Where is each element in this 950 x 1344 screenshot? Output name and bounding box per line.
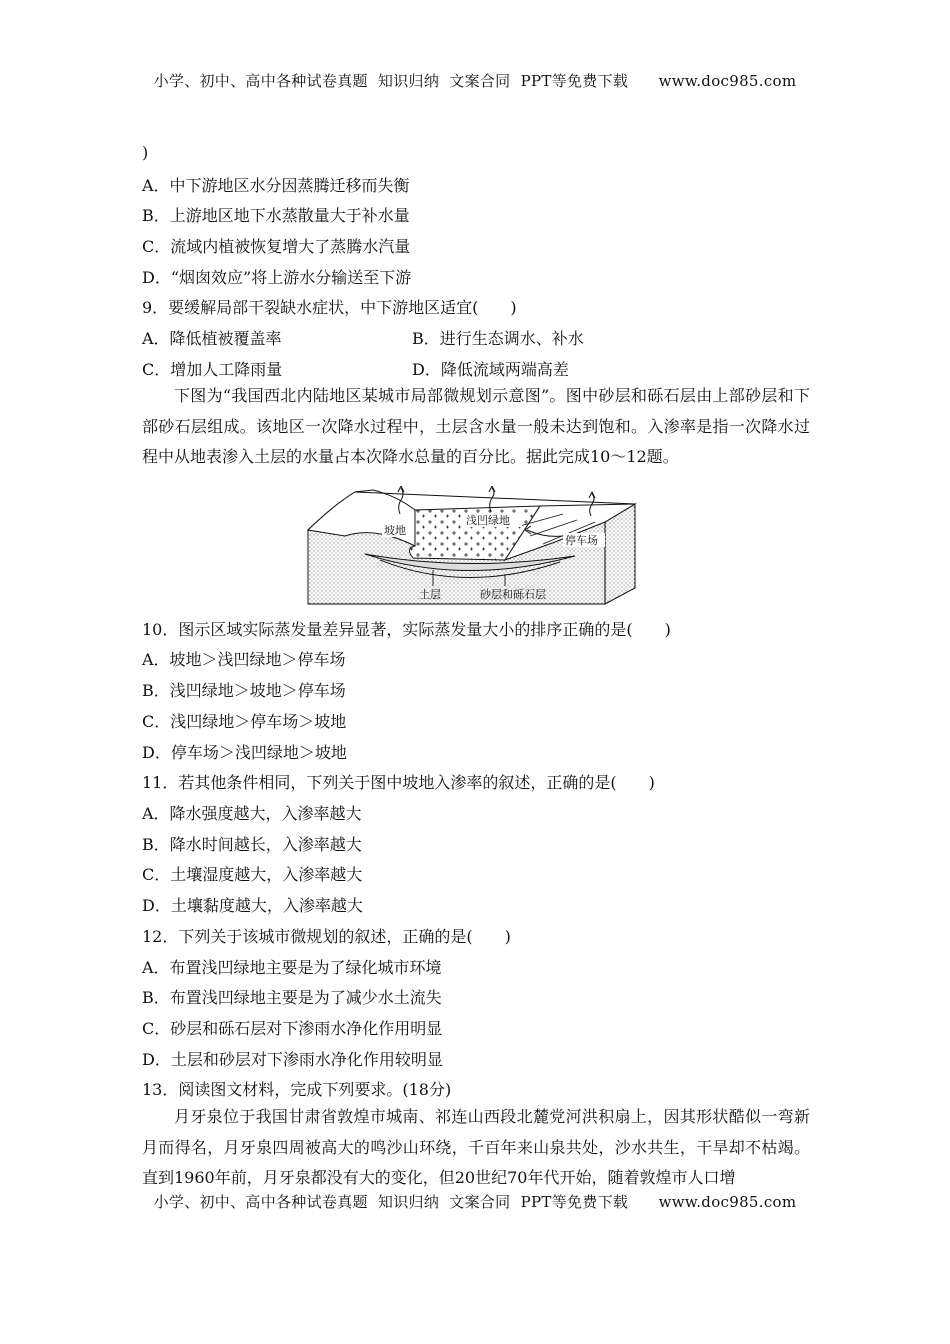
q11-stem: 11．若其他条件相同，下列关于图中坡地入渗率的叙述，正确的是( ) (142, 773, 655, 792)
label-sand-gravel: 砂层和砾石层 (480, 588, 546, 601)
q10-option-d: D．停车场＞浅凹绿地＞坡地 (142, 743, 347, 762)
block-diagram (305, 486, 641, 608)
city-microplanning-figure (305, 486, 641, 608)
q12-option-c: C．砂层和砾石层对下渗雨水净化作用明显 (142, 1019, 443, 1038)
q12-option-d: D．土层和砂层对下渗雨水净化作用较明显 (142, 1050, 443, 1069)
q9-stem: 9．要缓解局部干裂缺水症状，中下游地区适宜( ) (142, 298, 517, 317)
q13-material (142, 1102, 810, 1194)
q9-option-d: D．降低流域两端高差 (412, 360, 569, 379)
intro-text: 下图为“我国西北内陆地区某城市局部微规划示意图”。图中砂层和砾石层由上部砂层和下部砂石层组成。该地区一次降水过程中，土层含水量一般未达到饱和。入渗率是指一次降水过程中从地表渗入土层的水量占本次降水总量的百分比。据此完成10～12题。 (142, 386, 810, 466)
label-green: 浅凹绿地 (466, 514, 510, 527)
q12-option-a: A．布置浅凹绿地主要是为了绿化城市环境 (142, 958, 442, 977)
q9-option-b: B．进行生态调水、补水 (412, 329, 584, 348)
q9-option-a: A．降低植被覆盖率 (142, 329, 282, 348)
q11-option-c: C．土壤湿度越大，入渗率越大 (142, 865, 363, 884)
q8-option-b: B．上游地区地下水蒸散量大于补水量 (142, 206, 410, 225)
q10-stem: 10．图示区域实际蒸发量差异显著，实际蒸发量大小的排序正确的是( ) (142, 620, 671, 639)
label-slope: 坡地 (384, 524, 406, 537)
q8-tail: ) (142, 143, 149, 162)
page-footer: 小学、初中、高中各种试卷真题 知识归纳 文案合同 PPT等免费下载 www.doc985.com (153, 1193, 797, 1211)
q12-stem: 12．下列关于该城市微规划的叙述，正确的是( ) (142, 927, 511, 946)
label-soil: 土层 (419, 588, 441, 601)
page-header: 小学、初中、高中各种试卷真题 知识归纳 文案合同 PPT等免费下载 www.doc985.com (153, 72, 797, 90)
q11-option-d: D．土壤黏度越大，入渗率越大 (142, 896, 363, 915)
q8-option-a: A．中下游地区水分因蒸腾迁移而失衡 (142, 176, 410, 195)
q10-option-a: A．坡地＞浅凹绿地＞停车场 (142, 650, 346, 669)
q8-option-d: D．“烟囱效应”将上游水分输送至下游 (142, 268, 412, 287)
q13-material-text: 月牙泉位于我国甘肃省敦煌市城南、祁连山西段北麓党河洪积扇上，因其形状酷似一弯新月而得名，月牙泉四周被高大的鸣沙山环绕，千百年来山泉共处，沙水共生，干旱却不枯竭。直到1960年前，月牙泉都没有大的变化，但20世纪70年代开始，随着敦煌市人口增 (142, 1107, 810, 1187)
label-parking: 停车场 (565, 534, 598, 547)
q10-option-b: B．浅凹绿地＞坡地＞停车场 (142, 681, 346, 700)
q8-option-c: C．流域内植被恢复增大了蒸腾水汽量 (142, 237, 411, 256)
q13-stem: 13．阅读图文材料，完成下列要求。(18分) (142, 1080, 452, 1099)
q10-option-c: C．浅凹绿地＞停车场＞坡地 (142, 712, 347, 731)
q11-option-a: A．降水强度越大，入渗率越大 (142, 804, 362, 823)
intro-paragraph (142, 381, 810, 473)
q12-option-b: B．布置浅凹绿地主要是为了减少水土流失 (142, 988, 442, 1007)
q11-option-b: B．降水时间越长，入渗率越大 (142, 835, 362, 854)
q9-option-c: C．增加人工降雨量 (142, 360, 283, 379)
